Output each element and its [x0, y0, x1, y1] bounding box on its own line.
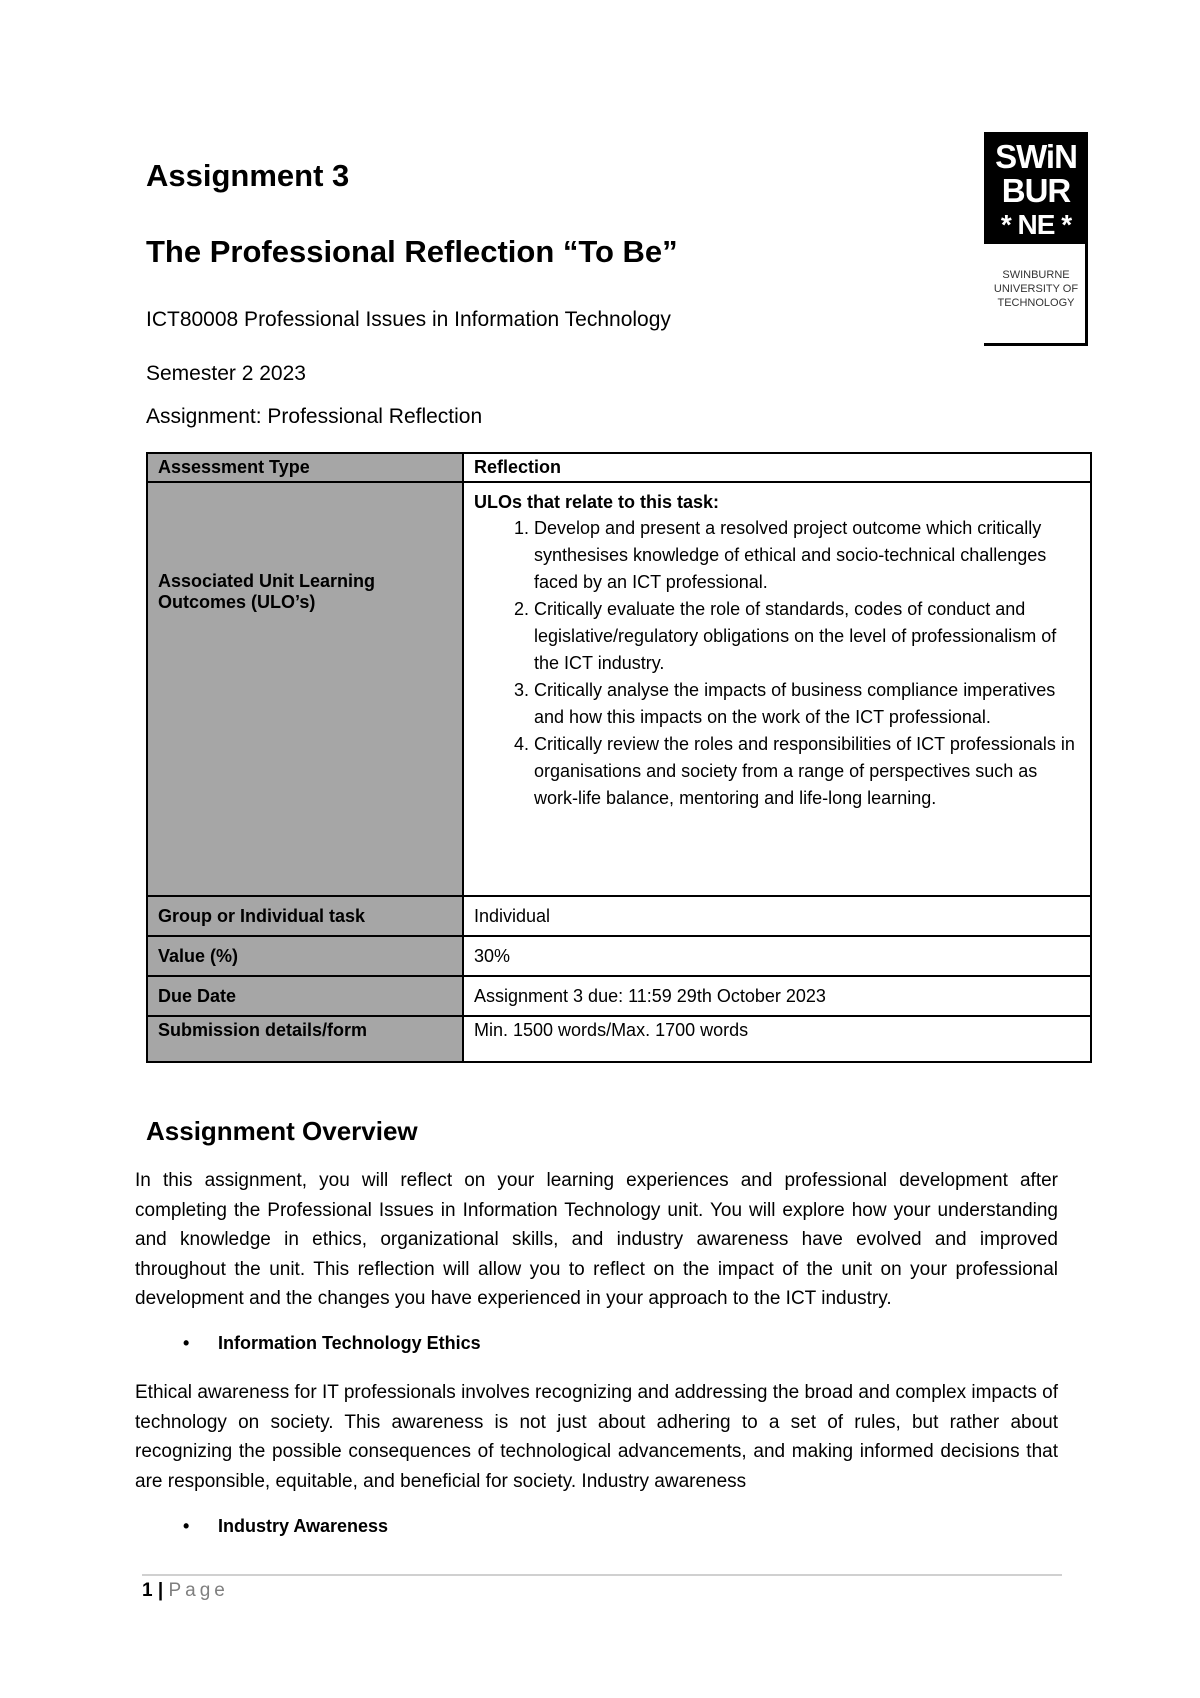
submission-value: Min. 1500 words/Max. 1700 words — [463, 1016, 1091, 1062]
ulo-heading: ULOs that relate to this task: — [474, 492, 720, 512]
table-row — [147, 1016, 1091, 1062]
due-date-value: Assignment 3 due: 11:59 29th October 2023 — [463, 976, 1091, 1016]
value-label: Value (%) — [147, 936, 463, 976]
ulo-label-text: Associated Unit Learning Outcomes (ULO’s) — [158, 571, 376, 612]
logo-caption-line: UNIVERSITY OF — [993, 283, 1079, 295]
list-item: 1. Develop and present a resolved project outcome which critically synthesises knowledge of ethical and socio-technical challenges faced by an ICT professional. — [534, 515, 1080, 596]
ulo-label — [147, 482, 463, 896]
page-label: Page — [168, 1580, 229, 1601]
assignment-subtitle: The Professional Reflection “To Be” — [146, 234, 678, 269]
bullet-ethics — [183, 1333, 481, 1354]
ulo-list — [474, 515, 1080, 812]
group-label: Group or Individual task — [147, 896, 463, 936]
logo-mark — [984, 132, 1088, 244]
logo-caption — [984, 268, 1088, 310]
assignment-type-line: Assignment: Professional Reflection — [146, 405, 483, 428]
logo-caption-line: SWINBURNE — [1002, 269, 1070, 281]
semester: Semester 2 2023 — [146, 362, 306, 385]
logo-caption-line: TECHNOLOGY — [997, 297, 1075, 309]
ethics-paragraph: Ethical awareness for IT professionals involves recognizing and addressing the broad and complex impacts of technology on society. This awareness is not just about adhering to a set of rules, but rather about recognizing the possible consequences of technological advancements, and making informed decisions that are responsible, equitable, and beneficial for society. Industry awareness — [135, 1382, 1058, 1492]
table-row — [147, 936, 1091, 976]
page-footer — [142, 1580, 229, 1602]
footer-separator: | — [157, 1580, 164, 1601]
value-value: 30% — [463, 936, 1091, 976]
table-row — [147, 453, 1091, 482]
assessment-details-table — [146, 452, 1092, 1063]
logo-line: * NE * — [1000, 209, 1072, 240]
due-date-label: Due Date — [147, 976, 463, 1016]
unit-name: ICT80008 Professional Issues in Information Technology — [146, 308, 671, 331]
assignment-title: Assignment 3 — [146, 158, 350, 193]
table-row — [147, 482, 1091, 896]
group-value: Individual — [463, 896, 1091, 936]
assessment-type-label: Assessment Type — [147, 453, 463, 482]
assessment-type-value: Reflection — [463, 453, 1091, 482]
list-item: 2. Critically evaluate the role of standards, codes of conduct and legislative/regulatory obligations on the level of professionalism of the ICT industry. — [534, 596, 1080, 677]
bullet-industry — [183, 1516, 388, 1537]
bullet-label: Information Technology Ethics — [218, 1333, 481, 1353]
bullet-icon: • — [183, 1333, 190, 1353]
logo-line: SWiN — [995, 138, 1077, 175]
logo-line: BUR — [1001, 172, 1071, 209]
list-item: 4. Critically review the roles and responsibilities of ICT professionals in organisations and society from a range of perspectives such as work-life balance, mentoring and life-long learning. — [534, 731, 1080, 812]
submission-label: Submission details/form — [147, 1016, 463, 1062]
intro-paragraph: In this assignment, you will reflect on your learning experiences and professional development after completing the Professional Issues in Information Technology unit. You will explore how your understanding and knowledge in ethics, organizational skills, and industry awareness have evolved and improved throughout the unit. This reflection will allow you to reflect on the impact of the unit on your professional development and the changes you have experienced in your approach to the ICT industry. — [135, 1170, 1058, 1309]
section-heading: Assignment Overview — [146, 1116, 418, 1146]
bullet-icon: • — [183, 1516, 190, 1536]
page-number: 1 — [142, 1580, 153, 1601]
table-row — [147, 976, 1091, 1016]
bullet-label: Industry Awareness — [218, 1516, 389, 1536]
footer-divider — [142, 1574, 1062, 1576]
table-row — [147, 896, 1091, 936]
list-item: 3. Critically analyse the impacts of business compliance imperatives and how this impacts on the work of the ICT professional. — [534, 677, 1080, 731]
ulo-cell — [463, 482, 1091, 896]
university-logo — [984, 132, 1088, 346]
